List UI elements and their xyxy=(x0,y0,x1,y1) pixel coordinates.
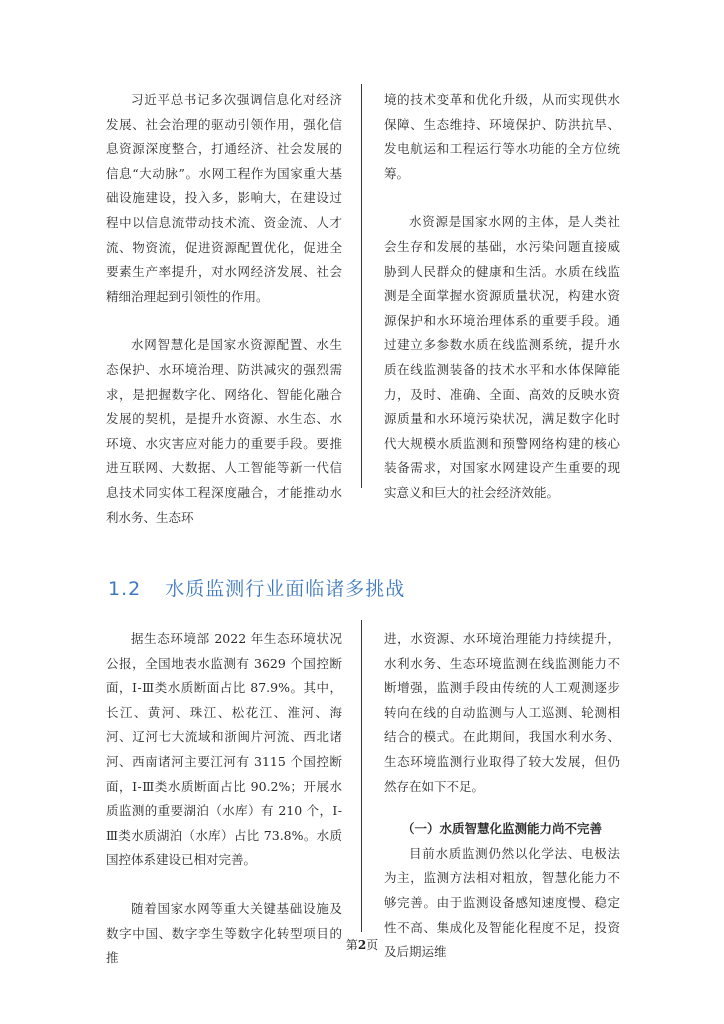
bottom-right-column xyxy=(384,627,620,965)
subheading: （一）水质智慧化监测能力尚不完善 xyxy=(401,821,602,837)
page-footer xyxy=(0,936,724,953)
column-divider xyxy=(361,620,362,932)
paragraph: 习近平总书记多次强调信息化对经济发展、社会治理的驱动引领作用，强化信息资源深度整合，打通经济、社会发展的信息“大动脉”。水网工程作为国家重大基础设施建设，投入多，影响大，在建设过程中以信息流带动技术流、资金流、人才流、物资流，促进资源配置优化，促进全要素生产率提升，对水网经济发展、社会精细治理起到引领性的作用。 xyxy=(106,92,342,304)
section-heading xyxy=(108,574,405,601)
paragraph: 水网智慧化是国家水资源配置、水生态保护、水环境治理、防洪减灾的强烈需求，是把握数字化、网络化、智能化融合发展的契机，是提升水资源、水生态、水环境、水灾害应对能力的重要手段。要推进互联网、大数据、人工智能等新一代信息技术同实体工程深度融合，才能推动水利水务、生态环 xyxy=(106,337,342,525)
column-divider xyxy=(361,84,362,488)
paragraph: 水资源是国家水网的主体，是人类社会生存和发展的基础，水污染问题直接威胁到人民群众的健康和生活。水质在线监测是全面掌握水资源质量状况，构建水资源保护和水环境治理体系的重要手段。通过建立多参数水质在线监测系统，提升水质在线监测装备的技术水平和水体保障能力，及时、准确、全面、高效的反映水资源质量和水环境污染状况，满足数字化时代大规模水质监测和预警网络构建的核心装备需求，对国家水网建设产生重要的现实意义和巨大的社会经济效能。 xyxy=(384,214,620,500)
paragraph-continued: 境的技术变革和优化升级，从而实现供水保障、生态维持、环境保护、防洪抗旱、发电航运和工程运行等水功能的全方位统筹。 xyxy=(384,92,620,181)
top-left-column xyxy=(106,88,342,530)
footer-prefix: 第 xyxy=(345,938,358,952)
paragraph-continued: 进，水资源、水环境治理能力持续提升，水利水务、生态环境监测在线监测能力不断增强，监测手段由传统的人工观测逐步转向在线的自动监测与人工巡测、轮测相结合的模式。在此期间，我国水利水务、生态环境监测行业取得了较大发展，但仍然存在如下不足。 xyxy=(384,631,620,794)
top-right-column xyxy=(384,88,620,506)
paragraph: 据生态环境部 2022 年生态环境状况公报，全国地表水监测有 3629 个国控断面，Ⅰ-Ⅲ类水质断面占比 87.9%。其中，长江、黄河、珠江、松花江、淮河、海河、辽河七大流域和浙闽片河流、西北诸河、西南诸河主要江河有 3115 个国控断面，Ⅰ-Ⅲ类水质断面占比 90.2%；开展水质监测的重要湖泊（水库）有 210 个，Ⅰ-Ⅲ类水质湖泊（水库）占比 73.8%。水质国控体系建设已相对完善。 xyxy=(106,631,342,868)
paragraph: 目前水质监测仍然以化学法、电极法为主，监测方法相对粗放，智慧化能力不够完善。由于监测设备感知速度慢、稳定性不高、集成化及智能化程度不足，投资及后期运维 xyxy=(384,845,620,960)
section-title-text: 水质监测行业面临诸多挑战 xyxy=(165,578,406,600)
bottom-left-column xyxy=(106,627,342,971)
paragraph: 随着国家水网等重大关键基础设施及数字中国、数字孪生等数字化转型项目的推 xyxy=(106,900,342,966)
footer-suffix: 页 xyxy=(366,938,379,952)
page-number: 2 xyxy=(357,938,367,952)
section-number: 1.2 xyxy=(108,578,142,600)
